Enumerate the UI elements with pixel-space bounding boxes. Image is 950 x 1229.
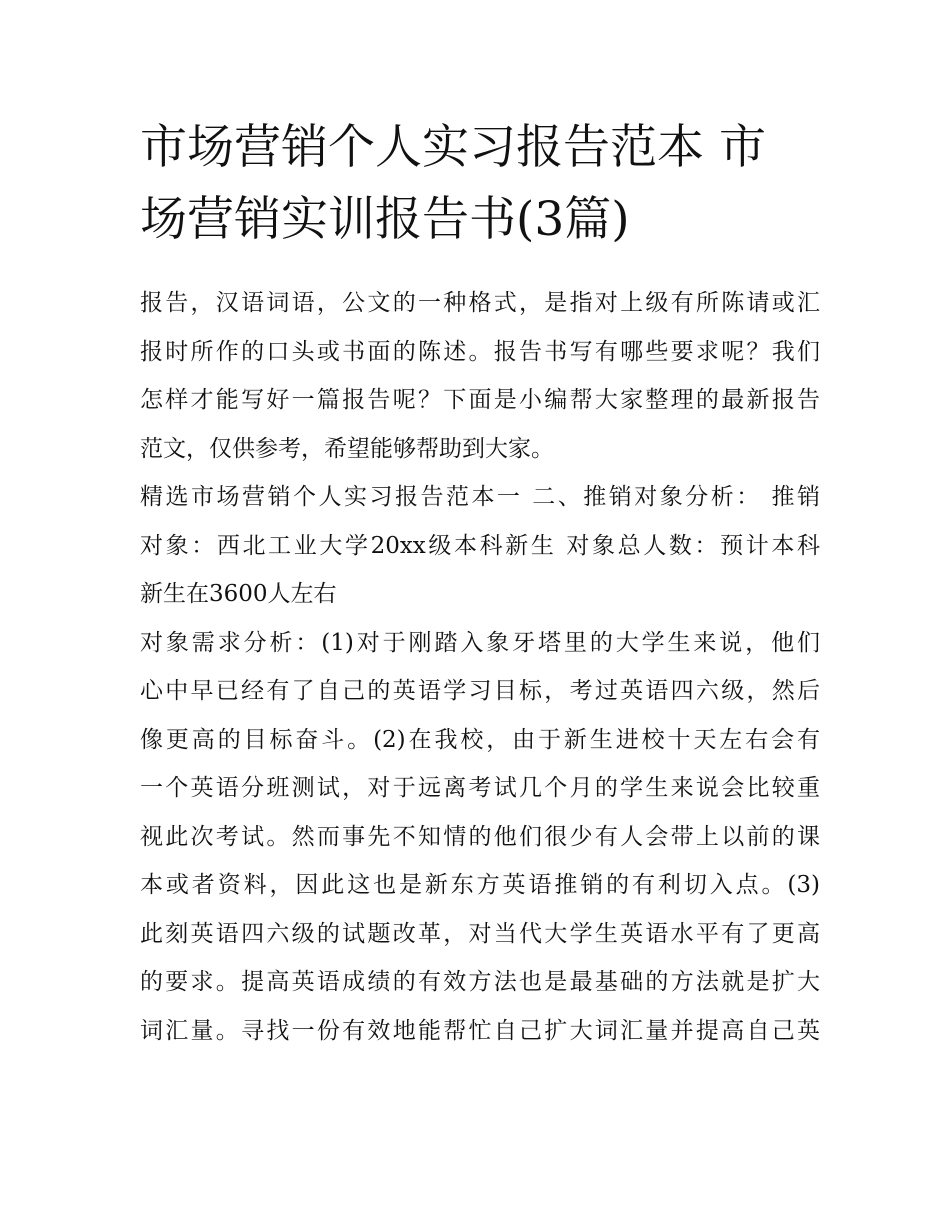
body-line: 一个英语分班测试，对于远离考试几个月的学生来说会比较重 [140,775,820,801]
body-line: 新生在3600人左右 [140,581,337,607]
body-line: 此刻英语四六级的试题改革，对当代大学生英语水平有了更高 [140,920,820,947]
body-line: 对象：西北工业大学20xx级本科新生 对象总人数：预计本科 [140,532,820,559]
body-line: 对象需求分析：(1)对于刚踏入象牙塔里的大学生来说，他们 [140,629,820,656]
body-line: 怎样才能写好一篇报告呢？下面是小编帮大家整理的最新报告 [140,387,820,413]
document-title [140,112,820,256]
body-line: 视此次考试。然而事先不知情的他们很少有人会带上以前的课 [140,823,820,850]
body-line: 报告，汉语词语，公文的一种格式，是指对上级有所陈请或汇 [140,290,820,316]
body-line: 的要求。提高英语成绩的有效方法也是最基础的方法就是扩大 [140,969,820,995]
document-body [140,279,820,1055]
body-line: 像更高的目标奋斗。(2)在我校，由于新生进校十天左右会有 [140,726,820,753]
body-line: 本或者资料，因此这也是新东方英语推销的有利切入点。(3) [140,872,820,898]
title-line-2: 场营销实训报告书(3篇) [140,192,630,247]
body-line: 心中早已经有了自己的英语学习目标，考过英语四六级，然后 [140,678,820,704]
body-line: 精选市场营销个人实习报告范本一 二、推销对象分析： 推销 [140,484,820,510]
title-line-1: 市场营销个人实习报告范本 市 [140,120,766,175]
body-line: 词汇量。寻找一份有效地能帮忙自己扩大词汇量并提高自己英 [140,1017,820,1044]
body-line: 报时所作的口头或书面的陈述。报告书写有哪些要求呢？我们 [140,338,820,365]
body-line: 范文，仅供参考，希望能够帮助到大家。 [140,435,554,462]
